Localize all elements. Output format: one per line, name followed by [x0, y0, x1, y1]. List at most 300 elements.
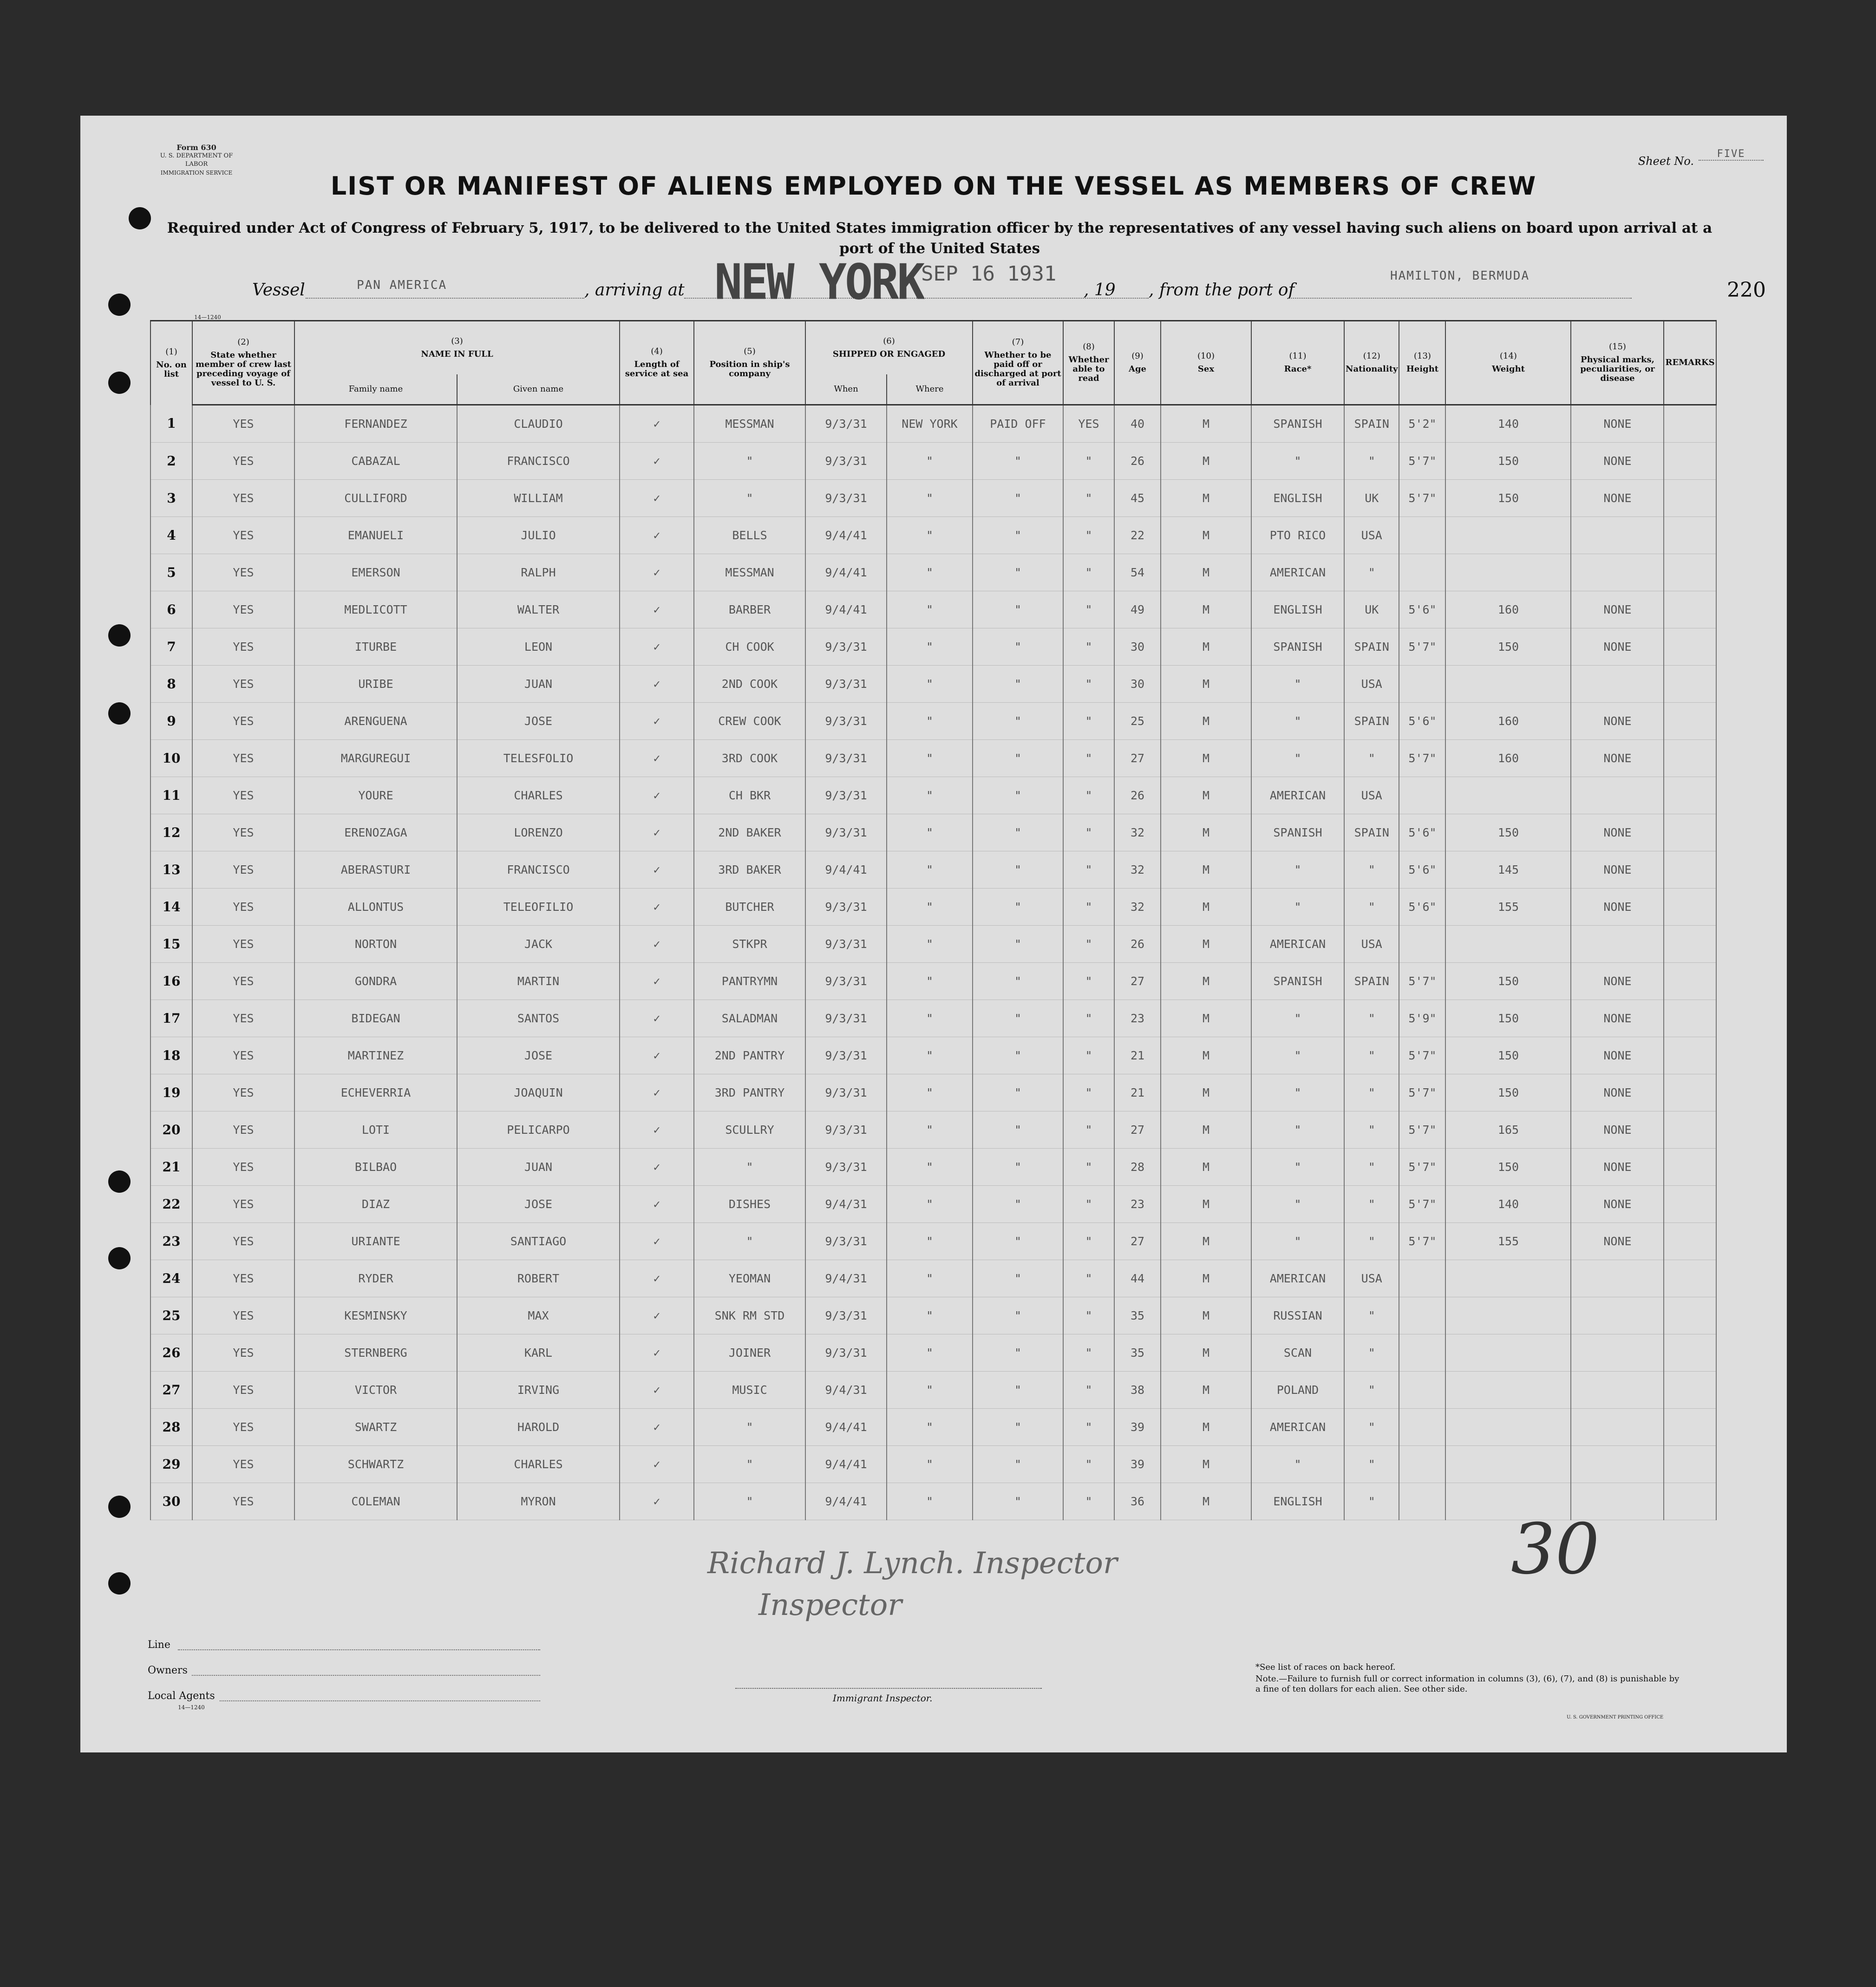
sex: M — [1161, 1260, 1251, 1297]
position: " — [694, 1409, 805, 1446]
weight: 155 — [1445, 1223, 1571, 1260]
punch-hole — [108, 1247, 131, 1269]
table-row — [150, 1186, 1716, 1223]
nationality: USA — [1344, 666, 1399, 703]
paid-off: " — [973, 1260, 1063, 1297]
family-name: MARGUREGUI — [294, 740, 457, 777]
col-when-header: When — [805, 374, 887, 405]
paid-off: " — [973, 1111, 1063, 1149]
weight: 150 — [1445, 443, 1571, 480]
weight — [1445, 1372, 1571, 1409]
service-check: ✓ — [620, 1297, 694, 1334]
sex: M — [1161, 1372, 1251, 1409]
position: MESSMAN — [694, 405, 805, 443]
prev-voyage: YES — [192, 740, 294, 777]
prev-voyage: YES — [192, 1149, 294, 1186]
punch-hole — [108, 1496, 131, 1518]
sex: M — [1161, 517, 1251, 554]
sex: M — [1161, 591, 1251, 628]
crew-manifest-table — [150, 320, 1717, 1520]
race: SPANISH — [1251, 405, 1344, 443]
service-check: ✓ — [620, 1260, 694, 1297]
family-name: ECHEVERRIA — [294, 1074, 457, 1111]
position: " — [694, 443, 805, 480]
race: AMERICAN — [1251, 554, 1344, 591]
race: SPANISH — [1251, 963, 1344, 1000]
sheet-label: Sheet No. — [1638, 155, 1694, 168]
shipped-where: " — [887, 814, 973, 851]
able-to-read: " — [1063, 1074, 1114, 1111]
prev-voyage: YES — [192, 443, 294, 480]
prev-voyage: YES — [192, 1000, 294, 1037]
row-number: 3 — [150, 480, 192, 517]
service-check: ✓ — [620, 1037, 694, 1074]
service-check: ✓ — [620, 1334, 694, 1372]
nationality: USA — [1344, 1260, 1399, 1297]
table-row — [150, 1149, 1716, 1186]
age: 26 — [1114, 777, 1161, 814]
able-to-read: " — [1063, 517, 1114, 554]
col-nationality-header: (12) Nationality — [1344, 321, 1399, 405]
able-to-read: " — [1063, 963, 1114, 1000]
height: 5'7" — [1399, 740, 1445, 777]
shipped-when: 9/3/31 — [805, 740, 887, 777]
shipped-when: 9/3/31 — [805, 889, 887, 926]
prev-voyage: YES — [192, 1297, 294, 1334]
height: 5'7" — [1399, 1074, 1445, 1111]
given-name: LEON — [457, 628, 620, 666]
sex: M — [1161, 963, 1251, 1000]
age: 35 — [1114, 1297, 1161, 1334]
shipped-when: 9/3/31 — [805, 1111, 887, 1149]
physical-marks: NONE — [1571, 1223, 1664, 1260]
paid-off: " — [973, 591, 1063, 628]
sex: M — [1161, 628, 1251, 666]
table-row — [150, 777, 1716, 814]
age: 26 — [1114, 443, 1161, 480]
remarks — [1664, 963, 1716, 1000]
vessel-line — [306, 297, 584, 299]
age: 39 — [1114, 1446, 1161, 1483]
weight: 150 — [1445, 1149, 1571, 1186]
paid-off: " — [973, 480, 1063, 517]
weight — [1445, 666, 1571, 703]
height — [1399, 517, 1445, 554]
punch-hole — [108, 294, 131, 316]
paid-off: " — [973, 1037, 1063, 1074]
physical-marks: NONE — [1571, 443, 1664, 480]
given-name: JOSE — [457, 1186, 620, 1223]
able-to-read: " — [1063, 1149, 1114, 1186]
race: " — [1251, 1037, 1344, 1074]
able-to-read: " — [1063, 1483, 1114, 1520]
family-name: VICTOR — [294, 1372, 457, 1409]
race: " — [1251, 1223, 1344, 1260]
arrival-port-stamp: NEW YORK — [714, 254, 923, 311]
race: SCAN — [1251, 1334, 1344, 1372]
inspector-label: Immigrant Inspector. — [833, 1693, 933, 1704]
row-number: 11 — [150, 777, 192, 814]
nationality: " — [1344, 554, 1399, 591]
given-name: LORENZO — [457, 814, 620, 851]
race: AMERICAN — [1251, 926, 1344, 963]
row-number: 30 — [150, 1483, 192, 1520]
able-to-read: " — [1063, 889, 1114, 926]
shipped-where: " — [887, 926, 973, 963]
remarks — [1664, 703, 1716, 740]
weight: 150 — [1445, 628, 1571, 666]
nationality: " — [1344, 1186, 1399, 1223]
position: CH BKR — [694, 777, 805, 814]
able-to-read: " — [1063, 1446, 1114, 1483]
race: " — [1251, 851, 1344, 889]
printer-note: U. S. GOVERNMENT PRINTING OFFICE — [1567, 1715, 1664, 1720]
given-name: MYRON — [457, 1483, 620, 1520]
prev-voyage: YES — [192, 405, 294, 443]
nationality: USA — [1344, 777, 1399, 814]
position: SCULLRY — [694, 1111, 805, 1149]
physical-marks: NONE — [1571, 1186, 1664, 1223]
paid-off: " — [973, 1074, 1063, 1111]
shipped-where: " — [887, 1372, 973, 1409]
shipped-where: " — [887, 628, 973, 666]
shipped-when: 9/3/31 — [805, 814, 887, 851]
col-height-header: (13) Height — [1399, 321, 1445, 405]
owners-label: Owners — [148, 1665, 188, 1676]
table-row — [150, 1483, 1716, 1520]
family-name: RYDER — [294, 1260, 457, 1297]
race: AMERICAN — [1251, 777, 1344, 814]
row-number: 15 — [150, 926, 192, 963]
height — [1399, 926, 1445, 963]
remarks — [1664, 851, 1716, 889]
nationality: " — [1344, 1149, 1399, 1186]
shipped-when: 9/4/41 — [805, 1483, 887, 1520]
vessel-name: PAN AMERICA — [357, 278, 447, 292]
weight — [1445, 1334, 1571, 1372]
height: 5'6" — [1399, 889, 1445, 926]
shipped-where: " — [887, 703, 973, 740]
remarks — [1664, 889, 1716, 926]
height: 5'6" — [1399, 591, 1445, 628]
service-check: ✓ — [620, 1149, 694, 1186]
height: 5'6" — [1399, 703, 1445, 740]
sex: M — [1161, 1074, 1251, 1111]
shipped-where: " — [887, 1111, 973, 1149]
family-name: CULLIFORD — [294, 480, 457, 517]
age: 27 — [1114, 963, 1161, 1000]
service-check: ✓ — [620, 889, 694, 926]
paid-off: " — [973, 703, 1063, 740]
family-name: URIBE — [294, 666, 457, 703]
sex: M — [1161, 1223, 1251, 1260]
paid-off: " — [973, 1149, 1063, 1186]
nationality: " — [1344, 740, 1399, 777]
height — [1399, 666, 1445, 703]
shipped-where: " — [887, 1037, 973, 1074]
prev-voyage: YES — [192, 1186, 294, 1223]
race: RUSSIAN — [1251, 1297, 1344, 1334]
remarks — [1664, 517, 1716, 554]
race: " — [1251, 1000, 1344, 1037]
able-to-read: " — [1063, 1000, 1114, 1037]
family-name: BIDEGAN — [294, 1000, 457, 1037]
line-field — [178, 1648, 540, 1650]
race: " — [1251, 666, 1344, 703]
table-header — [150, 321, 1716, 405]
paid-off: " — [973, 777, 1063, 814]
form-subtitle: Required under Act of Congress of February 5, 1917, to be delivered to the United States immigration officer by the representatives of any vessel having such aliens on board upon arrival at a port of the United States — [167, 220, 1713, 257]
race: SPANISH — [1251, 628, 1344, 666]
prev-voyage: YES — [192, 554, 294, 591]
age: 39 — [1114, 1409, 1161, 1446]
paid-off: " — [973, 926, 1063, 963]
height: 5'7" — [1399, 480, 1445, 517]
page-number: 220 — [1727, 278, 1766, 302]
shipped-where: " — [887, 889, 973, 926]
physical-marks: NONE — [1571, 1149, 1664, 1186]
service-check: ✓ — [620, 480, 694, 517]
table-row — [150, 666, 1716, 703]
col-where-header: Where — [887, 374, 973, 405]
weight — [1445, 777, 1571, 814]
race: AMERICAN — [1251, 1409, 1344, 1446]
col-given-name-header: Given name — [457, 374, 620, 405]
age: 27 — [1114, 740, 1161, 777]
position: 3RD COOK — [694, 740, 805, 777]
row-number: 27 — [150, 1372, 192, 1409]
shipped-when: 9/3/31 — [805, 666, 887, 703]
height: 5'7" — [1399, 1223, 1445, 1260]
row-number: 6 — [150, 591, 192, 628]
shipped-where: " — [887, 1186, 973, 1223]
given-name: MAX — [457, 1297, 620, 1334]
col-sex-header: (10) Sex — [1161, 321, 1251, 405]
physical-marks: NONE — [1571, 1037, 1664, 1074]
service-check: ✓ — [620, 1446, 694, 1483]
sex: M — [1161, 1037, 1251, 1074]
row-number: 25 — [150, 1297, 192, 1334]
form-code: 14—1240 — [194, 314, 221, 320]
height: 5'2" — [1399, 405, 1445, 443]
able-to-read: " — [1063, 443, 1114, 480]
shipped-where: " — [887, 1297, 973, 1334]
family-name: STERNBERG — [294, 1334, 457, 1372]
col-weight-header: (14) Weight — [1445, 321, 1571, 405]
shipped-when: 9/3/31 — [805, 628, 887, 666]
col-family-name-header: Family name — [294, 374, 457, 405]
races-note: *See list of races on back hereof. — [1255, 1662, 1396, 1672]
position: " — [694, 1149, 805, 1186]
sex: M — [1161, 1334, 1251, 1372]
weight: 150 — [1445, 1000, 1571, 1037]
physical-marks: NONE — [1571, 480, 1664, 517]
sex: M — [1161, 1186, 1251, 1223]
paid-off: " — [973, 517, 1063, 554]
prev-voyage: YES — [192, 666, 294, 703]
remarks — [1664, 777, 1716, 814]
physical-marks — [1571, 554, 1664, 591]
service-check: ✓ — [620, 666, 694, 703]
remarks — [1664, 480, 1716, 517]
family-name: COLEMAN — [294, 1483, 457, 1520]
family-name: EMANUELI — [294, 517, 457, 554]
prev-voyage: YES — [192, 703, 294, 740]
given-name: WALTER — [457, 591, 620, 628]
position: 3RD BAKER — [694, 851, 805, 889]
prev-voyage: YES — [192, 777, 294, 814]
family-name: LOTI — [294, 1111, 457, 1149]
weight — [1445, 1297, 1571, 1334]
from-line — [1288, 297, 1632, 299]
shipped-where: " — [887, 443, 973, 480]
row-number: 1 — [150, 405, 192, 443]
date-stamp: SEP 16 1931 — [921, 262, 1057, 286]
position: MUSIC — [694, 1372, 805, 1409]
nationality: " — [1344, 1111, 1399, 1149]
shipped-when: 9/3/31 — [805, 1000, 887, 1037]
race: ENGLISH — [1251, 480, 1344, 517]
table-row — [150, 517, 1716, 554]
race: SPANISH — [1251, 814, 1344, 851]
able-to-read: " — [1063, 1409, 1114, 1446]
shipped-where: " — [887, 1334, 973, 1372]
family-name: ALLONTUS — [294, 889, 457, 926]
shipped-when: 9/3/31 — [805, 963, 887, 1000]
family-name: ABERASTURI — [294, 851, 457, 889]
family-name: DIAZ — [294, 1186, 457, 1223]
able-to-read: " — [1063, 703, 1114, 740]
nationality: " — [1344, 1483, 1399, 1520]
given-name: MARTIN — [457, 963, 620, 1000]
service-check: ✓ — [620, 703, 694, 740]
age: 35 — [1114, 1334, 1161, 1372]
row-number: 5 — [150, 554, 192, 591]
physical-marks — [1571, 1334, 1664, 1372]
punch-hole — [108, 1572, 131, 1595]
physical-marks — [1571, 1260, 1664, 1297]
table-row — [150, 591, 1716, 628]
table-row — [150, 851, 1716, 889]
sex: M — [1161, 814, 1251, 851]
table-row — [150, 1297, 1716, 1334]
row-number: 10 — [150, 740, 192, 777]
table-row — [150, 1409, 1716, 1446]
col-age-header: (9) Age — [1114, 321, 1161, 405]
height: 5'7" — [1399, 1037, 1445, 1074]
weight: 155 — [1445, 889, 1571, 926]
shipped-where: " — [887, 1446, 973, 1483]
given-name: JULIO — [457, 517, 620, 554]
position: 2ND PANTRY — [694, 1037, 805, 1074]
inspector-signature-title: Inspector — [758, 1588, 902, 1622]
position: CREW COOK — [694, 703, 805, 740]
shipped-when: 9/3/31 — [805, 480, 887, 517]
height — [1399, 1297, 1445, 1334]
shipped-when: 9/3/31 — [805, 443, 887, 480]
prev-voyage: YES — [192, 963, 294, 1000]
service-check: ✓ — [620, 814, 694, 851]
sex: M — [1161, 405, 1251, 443]
sheet-number: FIVE — [1699, 148, 1764, 161]
nationality: USA — [1344, 926, 1399, 963]
able-to-read: " — [1063, 1111, 1114, 1149]
race: " — [1251, 889, 1344, 926]
prev-voyage: YES — [192, 1483, 294, 1520]
remarks — [1664, 1223, 1716, 1260]
shipped-where: " — [887, 517, 973, 554]
service-check: ✓ — [620, 1372, 694, 1409]
table-row — [150, 1260, 1716, 1297]
prev-voyage: YES — [192, 1446, 294, 1483]
able-to-read: YES — [1063, 405, 1114, 443]
given-name: FRANCISCO — [457, 443, 620, 480]
able-to-read: " — [1063, 1223, 1114, 1260]
height — [1399, 1260, 1445, 1297]
paid-off: " — [973, 1446, 1063, 1483]
penalty-note: Note.—Failure to furnish full or correct information in columns (3), (6), (7), and (8) is punishable by a fine of ten dollars for each alien. See other side. — [1255, 1674, 1680, 1694]
age: 22 — [1114, 517, 1161, 554]
given-name: JOAQUIN — [457, 1074, 620, 1111]
able-to-read: " — [1063, 666, 1114, 703]
nationality: USA — [1344, 517, 1399, 554]
col-marks-header: (15) Physical marks, peculiarities, or disease — [1571, 321, 1664, 405]
sex: M — [1161, 740, 1251, 777]
shipped-where: " — [887, 963, 973, 1000]
nationality: " — [1344, 1372, 1399, 1409]
physical-marks: NONE — [1571, 851, 1664, 889]
shipped-where: " — [887, 851, 973, 889]
position: SNK RM STD — [694, 1297, 805, 1334]
age: 44 — [1114, 1260, 1161, 1297]
position: BELLS — [694, 517, 805, 554]
height: 5'7" — [1399, 443, 1445, 480]
position: PANTRYMN — [694, 963, 805, 1000]
family-name: ITURBE — [294, 628, 457, 666]
given-name: WILLIAM — [457, 480, 620, 517]
shipped-when: 9/3/31 — [805, 405, 887, 443]
able-to-read: " — [1063, 740, 1114, 777]
height: 5'7" — [1399, 963, 1445, 1000]
shipped-when: 9/4/31 — [805, 1372, 887, 1409]
shipped-when: 9/4/31 — [805, 1186, 887, 1223]
given-name: CHARLES — [457, 777, 620, 814]
position: SALADMAN — [694, 1000, 805, 1037]
weight: 140 — [1445, 1186, 1571, 1223]
nationality: " — [1344, 1409, 1399, 1446]
from-port: HAMILTON, BERMUDA — [1390, 269, 1530, 283]
table-row — [150, 480, 1716, 517]
service-check: ✓ — [620, 963, 694, 1000]
physical-marks: NONE — [1571, 1111, 1664, 1149]
paid-off: " — [973, 554, 1063, 591]
physical-marks: NONE — [1571, 591, 1664, 628]
age: 38 — [1114, 1372, 1161, 1409]
service-check: ✓ — [620, 554, 694, 591]
table-row — [150, 554, 1716, 591]
given-name: JOSE — [457, 703, 620, 740]
nationality: SPAIN — [1344, 814, 1399, 851]
age: 36 — [1114, 1483, 1161, 1520]
row-number: 4 — [150, 517, 192, 554]
weight: 160 — [1445, 591, 1571, 628]
service-check: ✓ — [620, 405, 694, 443]
shipped-when: 9/3/31 — [805, 926, 887, 963]
paid-off: " — [973, 1409, 1063, 1446]
given-name: JUAN — [457, 1149, 620, 1186]
remarks — [1664, 405, 1716, 443]
sex: M — [1161, 1111, 1251, 1149]
